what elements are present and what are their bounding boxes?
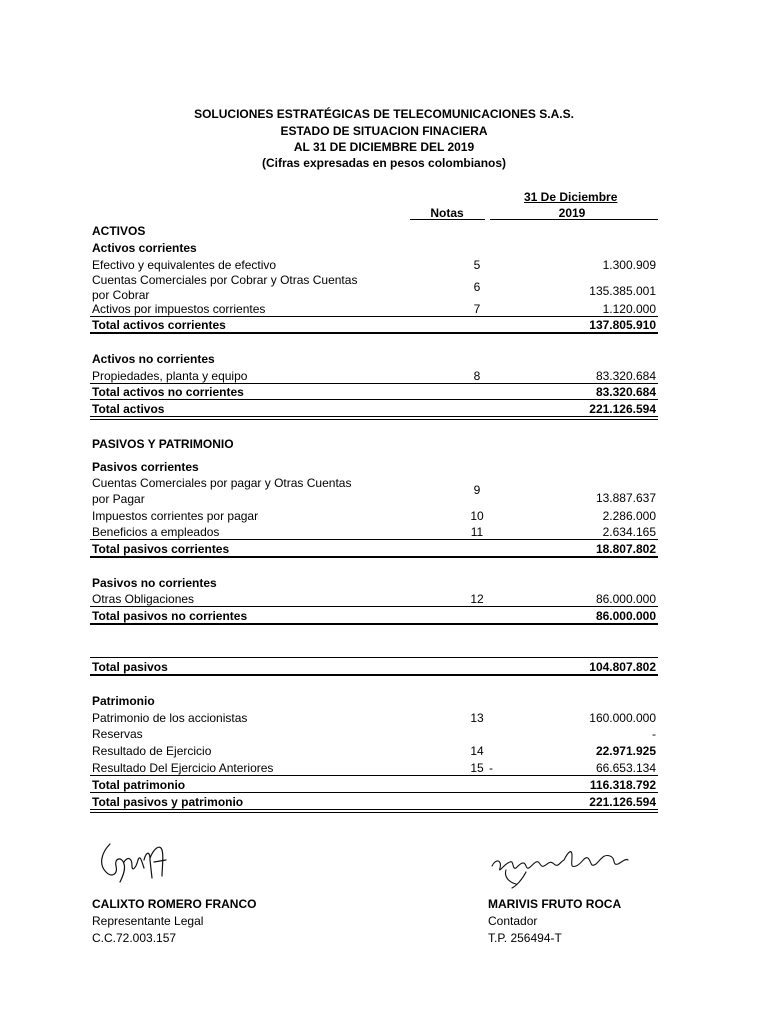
row-label: Cuentas Comerciales por pagar y Otras Cuentas bbox=[92, 476, 352, 490]
handwritten-signature-right bbox=[486, 846, 636, 892]
row-divider bbox=[90, 792, 658, 793]
row-divider bbox=[90, 657, 658, 658]
total-value: 221.126.594 bbox=[589, 795, 656, 809]
row-label: Reservas bbox=[92, 727, 143, 741]
row-value: 2.286.000 bbox=[602, 509, 656, 523]
total-value: 83.320.684 bbox=[595, 385, 656, 399]
row-nota: 7 bbox=[473, 302, 481, 316]
total-value: 104.807.802 bbox=[589, 660, 656, 674]
report-date: AL 31 DE DICIEMBRE DEL 2019 bbox=[293, 140, 475, 154]
row-label: Efectivo y equivalentes de efectivo bbox=[92, 258, 277, 272]
activos-heading: ACTIVOS bbox=[92, 224, 146, 238]
row-divider bbox=[90, 383, 658, 384]
signer-id: C.C.72.003.157 bbox=[92, 931, 177, 945]
activos-corrientes-heading: Activos corrientes bbox=[92, 241, 197, 255]
row-value: 22.971.925 bbox=[595, 744, 656, 758]
pasivos-no-corrientes-heading: Pasivos no corrientes bbox=[92, 576, 217, 590]
total-value: 18.807.802 bbox=[595, 542, 656, 556]
total-label: Total pasivos no corrientes bbox=[92, 609, 248, 623]
row-value: 135.385.001 bbox=[589, 284, 656, 298]
report-currency-note: (Cifras expresadas en pesos colombianos) bbox=[261, 156, 507, 170]
row-label: Impuestos corrientes por pagar bbox=[92, 509, 259, 523]
total-underline bbox=[90, 332, 658, 334]
signer-name: MARIVIS FRUTO ROCA bbox=[488, 897, 622, 911]
total-label: Total activos no corrientes bbox=[92, 385, 244, 399]
total-value: 137.805.910 bbox=[589, 318, 656, 332]
row-nota: 6 bbox=[473, 280, 481, 294]
row-value: 160.000.000 bbox=[589, 711, 656, 725]
row-label: Patrimonio de los accionistas bbox=[92, 711, 248, 725]
row-divider bbox=[90, 775, 658, 776]
row-divider bbox=[90, 399, 658, 400]
row-label: Otras Obligaciones bbox=[92, 592, 195, 606]
row-nota: 15 bbox=[470, 761, 484, 775]
pasivos-heading: PASIVOS Y PATRIMONIO bbox=[92, 437, 234, 451]
row-nota: 12 bbox=[470, 592, 484, 606]
row-label: Activos por impuestos corrientes bbox=[92, 302, 266, 316]
notas-header: Notas bbox=[430, 206, 464, 220]
row-nota: 14 bbox=[470, 744, 484, 758]
row-label: Cuentas Comerciales por Cobrar y Otras Cuentas bbox=[92, 273, 358, 287]
total-double-underline bbox=[90, 809, 658, 813]
total-value: 86.000.000 bbox=[595, 609, 656, 623]
total-label: Total patrimonio bbox=[92, 778, 186, 792]
row-label-cont: por Cobrar bbox=[92, 288, 150, 302]
total-label: Total pasivos y patrimonio bbox=[92, 795, 244, 809]
row-divider bbox=[90, 316, 658, 317]
signer-role: Contador bbox=[488, 914, 538, 928]
total-underline bbox=[90, 623, 658, 625]
row-label: Resultado Del Ejercicio Anteriores bbox=[92, 761, 274, 775]
row-value: 86.000.000 bbox=[595, 592, 656, 606]
total-label: Total activos corrientes bbox=[92, 318, 226, 332]
row-nota: 13 bbox=[470, 711, 484, 725]
total-value: 116.318.792 bbox=[589, 778, 656, 792]
total-underline bbox=[90, 674, 658, 676]
row-nota: 9 bbox=[473, 483, 481, 497]
total-label: Total activos bbox=[92, 402, 165, 416]
report-title: ESTADO DE SITUACION FINACIERA bbox=[280, 124, 488, 138]
row-value: 83.320.684 bbox=[595, 369, 656, 383]
year-header-rule bbox=[490, 219, 658, 220]
signer-role: Representante Legal bbox=[92, 914, 204, 928]
total-underline bbox=[90, 556, 658, 558]
signer-name: CALIXTO ROMERO FRANCO bbox=[92, 897, 257, 911]
total-double-underline bbox=[90, 416, 658, 420]
activos-no-corrientes-heading: Activos no corrientes bbox=[92, 352, 215, 366]
row-nota: 5 bbox=[473, 258, 481, 272]
notas-header-rule bbox=[410, 219, 485, 220]
row-label-cont: por Pagar bbox=[92, 492, 145, 506]
period-label: 31 De Diciembre bbox=[524, 190, 618, 204]
row-value: 1.300.909 bbox=[602, 258, 656, 272]
signer-id: T.P. 256494-T bbox=[488, 931, 562, 945]
row-nota: 10 bbox=[470, 509, 484, 523]
row-label: Beneficios a empleados bbox=[92, 525, 220, 539]
year-header: 2019 bbox=[558, 206, 586, 220]
company-name: SOLUCIONES ESTRATÉGICAS DE TELECOMUNICACIONES S.A.S. bbox=[194, 107, 574, 121]
handwritten-signature-left bbox=[92, 838, 172, 886]
patrimonio-heading: Patrimonio bbox=[92, 694, 155, 708]
row-nota: 8 bbox=[473, 369, 481, 383]
row-value: - bbox=[652, 727, 656, 741]
row-divider bbox=[90, 539, 658, 540]
total-value: 221.126.594 bbox=[589, 402, 656, 416]
row-value: 2.634.165 bbox=[602, 525, 656, 539]
row-label: Resultado de Ejercicio bbox=[92, 744, 212, 758]
row-sign: - bbox=[489, 761, 493, 775]
total-label: Total pasivos corrientes bbox=[92, 542, 230, 556]
total-label: Total pasivos bbox=[92, 660, 168, 674]
row-value: 13.887.637 bbox=[595, 491, 656, 505]
row-divider bbox=[90, 606, 658, 607]
row-value: 1.120.000 bbox=[602, 302, 656, 316]
row-nota: 11 bbox=[470, 525, 484, 539]
row-value: 66.653.134 bbox=[595, 761, 656, 775]
pasivos-corrientes-heading: Pasivos corrientes bbox=[92, 460, 199, 474]
row-label: Propiedades, planta y equipo bbox=[92, 369, 248, 383]
